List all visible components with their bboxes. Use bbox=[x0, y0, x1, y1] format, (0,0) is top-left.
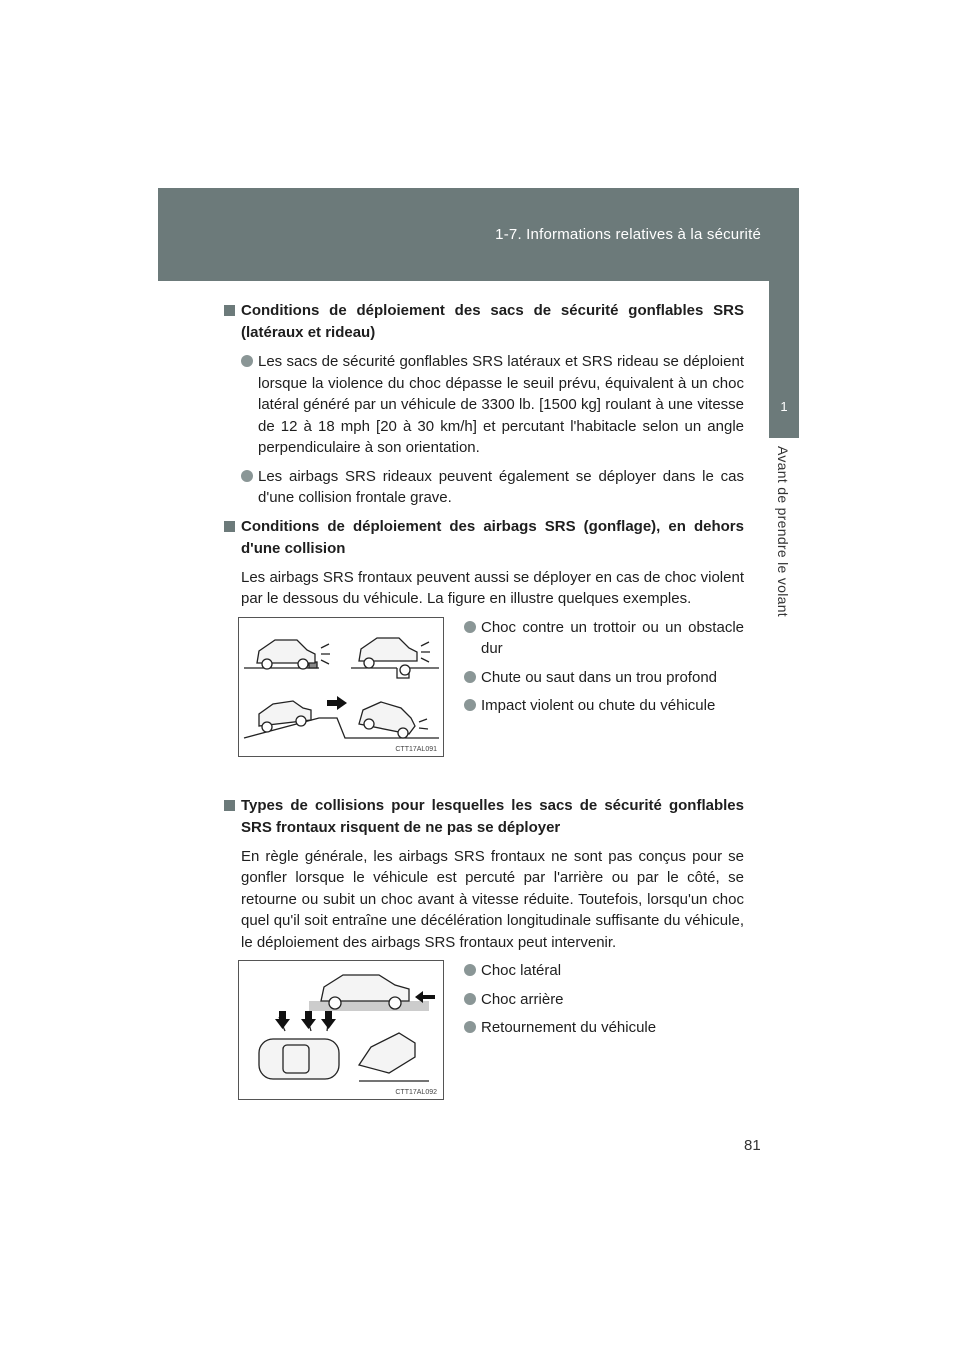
page-number: 81 bbox=[744, 1137, 761, 1154]
list-item: Chute ou saut dans un trou profond bbox=[464, 667, 744, 689]
chapter-tab bbox=[769, 281, 799, 438]
chapter-label: Avant de prendre le volant bbox=[775, 446, 791, 617]
square-bullet-icon bbox=[224, 800, 235, 811]
bullet-dot-icon bbox=[464, 699, 476, 711]
section-heading: Conditions de déploiement des airbags SRS (gonflage), en dehors d'une collision bbox=[224, 516, 744, 560]
illustration-collision-types bbox=[238, 960, 444, 1100]
section-heading: Conditions de déploiement des sacs de sécurité gonflables SRS (latéraux et rideau) bbox=[224, 300, 744, 344]
square-bullet-icon bbox=[224, 521, 235, 532]
figure-row bbox=[224, 617, 744, 781]
body-paragraph: Les airbags SRS frontaux peuvent aussi se déployer en cas de choc violent par le dessous du véhicule. La figure en illustre quelques exemples. bbox=[241, 568, 744, 607]
figure-code: CTT17AL091 bbox=[395, 745, 437, 753]
car-impact-illustration bbox=[239, 618, 443, 756]
collision-types-illustration bbox=[239, 961, 443, 1099]
body-paragraph: En règle générale, les airbags SRS frontaux ne sont pas conçus pour se gonfler lorsque le véhicule est percuté par l'arrière ou par le côté, se retourne ou subit un choc avant à vitesse réduite. Toutefois, lorsqu'un choc quel qu'il soit entraîne une décélération longitudinale suffisante du véhicule, le déploiement des airbags SRS frontaux peut intervenir. bbox=[241, 847, 744, 951]
illustration-underbody-impact bbox=[238, 617, 444, 757]
list-item: Impact violent ou chute du véhicule bbox=[464, 695, 744, 717]
main-content bbox=[224, 300, 744, 1110]
bullet-dot-icon bbox=[241, 470, 253, 482]
bullet-dot-icon bbox=[464, 1021, 476, 1033]
section-heading: Types de collisions pour lesquelles les sacs de sécurité gonflables SRS frontaux risquent de ne pas se déployer bbox=[224, 795, 744, 839]
list-item: Choc arrière bbox=[464, 989, 744, 1011]
section-title: 1-7. Informations relatives à la sécurité bbox=[495, 226, 761, 243]
list-item: Les sacs de sécurité gonflables SRS latéraux et SRS rideau se déploient lorsque la violence du choc dépasse le seuil prévu, équivalent à un choc latéral généré par un véhicule de 3300 lb. [1500 kg] roulant à une vitesse de 12 à 18 mph [20 à 30 km/h] et percutant l'habitacle selon un angle perpendiculaire à son orientation. bbox=[224, 351, 744, 459]
bullet-dot-icon bbox=[464, 671, 476, 683]
list-item: Choc latéral bbox=[464, 960, 744, 982]
bullet-dot-icon bbox=[464, 993, 476, 1005]
list-item: Retournement du véhicule bbox=[464, 1017, 744, 1039]
figure-code: CTT17AL092 bbox=[395, 1089, 437, 1096]
bullet-dot-icon bbox=[464, 964, 476, 976]
figure-row bbox=[224, 960, 744, 1110]
square-bullet-icon bbox=[224, 305, 235, 316]
chapter-number: 1 bbox=[780, 399, 788, 414]
bullet-dot-icon bbox=[464, 621, 476, 633]
list-item: Choc contre un trottoir ou un obstacle dur bbox=[464, 617, 744, 660]
figure-legend bbox=[464, 960, 744, 1046]
figure-legend bbox=[464, 617, 744, 724]
bullet-dot-icon bbox=[241, 355, 253, 367]
list-item: Les airbags SRS rideaux peuvent également se déployer dans le cas d'une collision frontale grave. bbox=[224, 466, 744, 509]
header-band bbox=[158, 188, 799, 281]
